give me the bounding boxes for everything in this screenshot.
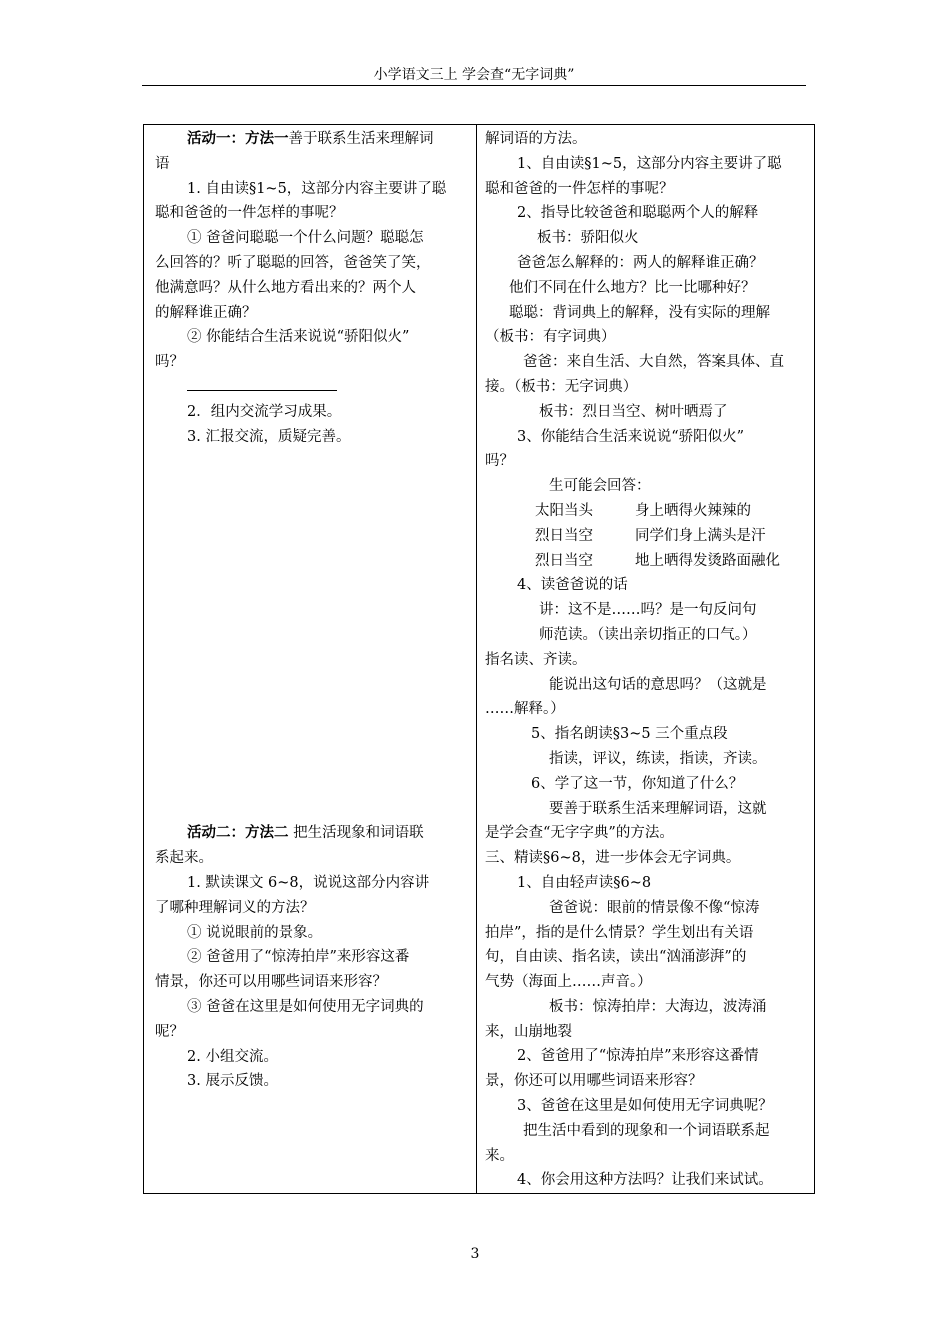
- process-line: 气势（海面上……声音。）: [485, 974, 652, 991]
- activity-one-question-1-cont: 他满意吗？从什么地方看出来的？两个人: [155, 279, 416, 296]
- process-line: 指名读、齐读。: [485, 651, 587, 668]
- process-line: 3、爸爸在这里是如何使用无字词典呢？: [517, 1098, 773, 1115]
- page-header: 小学语文三上 学会查“无字词典”: [373, 67, 575, 83]
- process-line: 1、自由轻声读§6~8: [517, 874, 652, 891]
- process-line: 5、指名朗读§3~5 三个重点段: [531, 726, 728, 743]
- blackboard-note: （板书：有字词典）: [485, 329, 616, 346]
- activity-one-question-1: ① 爸爸问聪聪一个什么问题？聪聪怎: [187, 230, 424, 247]
- activity-two-question-3-cont: 呢？: [155, 1023, 184, 1040]
- blackboard-note: 板书：惊涛拍岸：大海边，波涛涌: [549, 998, 767, 1015]
- process-line: 吗？: [485, 453, 514, 470]
- process-line: 聪和爸爸的一件怎样的事呢？: [485, 180, 674, 197]
- answer-blank: [155, 375, 471, 400]
- process-line: 拍岸”，指的是什么情景？学生划出有关语: [485, 924, 754, 941]
- process-line: 要善于联系生活来理解词语，这就: [549, 800, 767, 817]
- activity-two-step-1: 1. 默读课文 6~8，说说这部分内容讲: [187, 874, 430, 891]
- process-line: 4、你会用这种方法吗？让我们来试试。: [517, 1172, 773, 1189]
- activity-one-step-1-cont: 聪和爸爸的一件怎样的事呢？: [155, 205, 344, 222]
- activity-two-step-2: 2. 小组交流。: [187, 1048, 278, 1065]
- activity-one-question-1-cont: 么回答的？听了聪聪的回答，爸爸笑了笑，: [155, 254, 431, 271]
- activity-one-step-2: 2．组内交流学习成果。: [187, 403, 342, 420]
- process-line: 他们不同在什么地方？比一比哪种好？: [509, 279, 756, 296]
- process-line: 2、指导比较爸爸和聪聪两个人的解释: [517, 205, 759, 222]
- header-rule: [142, 85, 806, 86]
- activity-two-step-3: 3. 展示反馈。: [187, 1073, 278, 1090]
- activity-one-question-2-cont: 吗？: [155, 354, 184, 371]
- process-line: 爸爸：来自生活、大自然，答案具体、直: [523, 354, 784, 371]
- activity-two-step-1-cont: 了哪种理解词义的方法？: [155, 899, 315, 916]
- lesson-table: [143, 124, 815, 1194]
- answer-pair: 烈日当空 同学们身上满头是汗: [535, 527, 766, 544]
- process-line: 解词语的方法。: [485, 131, 587, 147]
- process-line: 是学会查“无字字典”的方法。: [485, 825, 674, 842]
- process-line: 句，自由读、指名读，读出“汹涌澎湃”的: [485, 949, 747, 966]
- activity-two-title: 活动二：方法二 把生活现象和词语联: [187, 824, 424, 842]
- process-line: 3、你能结合生活来说说“骄阳似火”: [517, 428, 745, 445]
- process-line: 师范读。（读出亲切指正的口气。）: [539, 626, 757, 643]
- process-line: 4、读爸爸说的话: [517, 577, 628, 594]
- process-line: 爸爸怎么解释的：两人的解释谁正确？: [517, 254, 764, 271]
- process-line: 爸爸说：眼前的情景像不像“惊涛: [549, 899, 760, 916]
- activity-one-step-1: 1. 自由读§1~5，这部分内容主要讲了聪: [187, 180, 447, 197]
- answer-pair: 太阳当头 身上晒得火辣辣的: [535, 502, 751, 519]
- activity-two-question-2: ② 爸爸用了“惊涛拍岸”来形容这番: [187, 949, 410, 966]
- process-line: 景，你还可以用哪些词语来形容？: [485, 1073, 703, 1090]
- activity-one-title: 活动一：方法一善于联系生活来理解词: [187, 130, 434, 147]
- answer-pair: 烈日当空 地上晒得发烫路面融化: [535, 552, 780, 569]
- blackboard-note: 板书：骄阳似火: [537, 230, 639, 247]
- activity-one-question-1-cont: 的解释谁正确？: [155, 304, 257, 321]
- activity-two-question-1: ① 说说眼前的景象。: [187, 924, 323, 941]
- process-line: 接。（板书：无字词典）: [485, 378, 638, 395]
- column-divider: [476, 125, 477, 1193]
- process-line: 聪聪：背词典上的解释，没有实际的理解: [509, 304, 770, 321]
- activity-one-question-2: ② 你能结合生活来说说“骄阳似火”: [187, 329, 410, 346]
- process-line: 指读，评议，练读，指读，齐读。: [549, 750, 767, 767]
- process-line: ……解释。）: [485, 701, 565, 718]
- activity-two-question-2-cont: 情景，你还可以用哪些词语来形容？: [155, 974, 387, 991]
- process-line: 1、自由读§1~5，这部分内容主要讲了聪: [517, 155, 782, 172]
- process-line: 6、学了这一节，你知道了什么？: [531, 775, 744, 792]
- activity-column: [155, 127, 471, 1094]
- process-line: 把生活中看到的现象和一个词语联系起: [523, 1122, 770, 1139]
- teaching-process-column: [485, 127, 811, 1193]
- activity-one-title-cont: 语: [155, 155, 170, 172]
- page-number: 3: [470, 1246, 480, 1262]
- activity-two-question-3: ③ 爸爸在这里是如何使用无字词典的: [187, 998, 424, 1015]
- process-line: 讲：这不是……吗？是一句反问句: [539, 602, 757, 619]
- section-heading: 三、精读§6~8，进一步体会无字词典。: [485, 850, 741, 867]
- process-line: 来。: [485, 1147, 514, 1164]
- process-line: 能说出这句话的意思吗？（这就是: [549, 676, 767, 693]
- process-line: 生可能会回答：: [549, 478, 651, 495]
- blackboard-note: 来，山崩地裂: [485, 1023, 572, 1040]
- blackboard-note: 板书：烈日当空、树叶晒焉了: [539, 403, 728, 420]
- spacer: [155, 449, 471, 821]
- process-line: 2、爸爸用了“惊涛拍岸”来形容这番情: [517, 1048, 759, 1065]
- activity-two-title-cont: 系起来。: [155, 850, 213, 867]
- activity-one-step-3: 3. 汇报交流，质疑完善。: [187, 428, 351, 445]
